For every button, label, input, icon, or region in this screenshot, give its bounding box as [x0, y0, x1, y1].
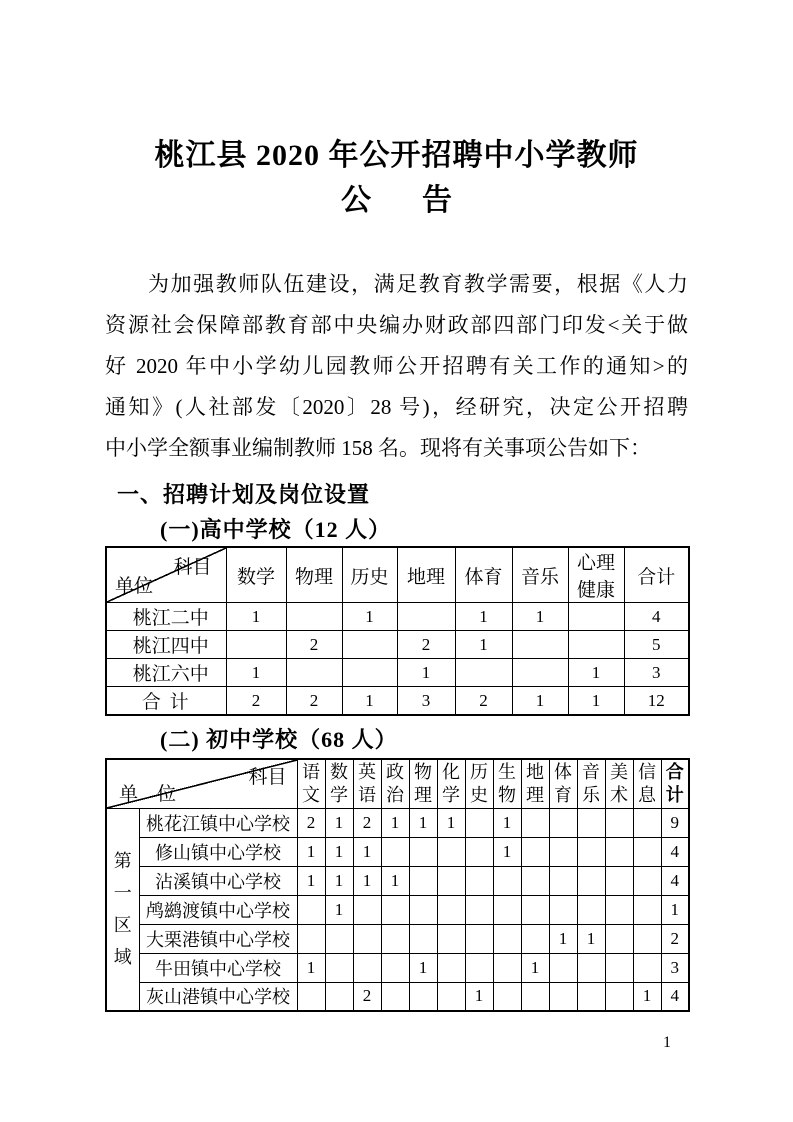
table-cell	[512, 631, 568, 659]
table-cell	[325, 953, 353, 982]
table-cell	[342, 659, 397, 687]
table-cell	[409, 837, 437, 866]
table-cell: 1	[465, 982, 493, 1011]
column-header	[661, 759, 689, 808]
school-name-cell: 修山镇中心学校	[139, 837, 297, 866]
table-cell: 1	[325, 866, 353, 895]
table-cell	[549, 866, 577, 895]
column-header: 数学	[226, 547, 286, 603]
school-name-cell: 牛田镇中心学校	[139, 953, 297, 982]
table-cell	[465, 924, 493, 953]
school-name-cell: 鸬鹚渡镇中心学校	[139, 895, 297, 924]
table-row	[106, 603, 689, 631]
table-cell: 2	[297, 808, 325, 837]
table-cell: 1	[325, 837, 353, 866]
column-header-label: 合计	[665, 761, 684, 805]
school-name-cell: 灰山港镇中心学校	[139, 982, 297, 1011]
table-cell: 3	[397, 687, 455, 716]
table2-caption: (二) 初中学校（68 人）	[160, 727, 398, 752]
table-cell: 1	[568, 687, 624, 716]
unit-name-cell: 桃江四中	[106, 631, 226, 659]
table-cell	[381, 953, 409, 982]
table-row	[106, 631, 689, 659]
table-cell: 2	[286, 631, 342, 659]
table1-corner-cell	[106, 547, 226, 603]
column-header	[297, 759, 325, 808]
table-cell	[577, 982, 605, 1011]
table-cell	[633, 866, 661, 895]
column-header-label: 化学	[442, 761, 460, 805]
unit-name-cell: 合 计	[106, 687, 226, 716]
document-title-line2	[105, 178, 688, 224]
table-cell	[437, 866, 465, 895]
page-number: 1	[663, 1034, 671, 1051]
table-cell	[549, 953, 577, 982]
table-cell	[493, 953, 521, 982]
column-header: 合计	[624, 547, 689, 603]
paragraph-line: 为加强教师队伍建设，满足教育教学需要，根据《人力	[148, 272, 688, 296]
table-cell	[633, 924, 661, 953]
table-cell	[297, 924, 325, 953]
table-cell	[521, 924, 549, 953]
table-cell	[549, 837, 577, 866]
table-cell: 1	[455, 603, 512, 631]
table-cell	[409, 866, 437, 895]
table-cell: 1	[297, 837, 325, 866]
table-cell	[353, 953, 381, 982]
column-header	[325, 759, 353, 808]
table-cell: 2	[661, 924, 689, 953]
table-cell: 1	[353, 866, 381, 895]
table-cell	[521, 837, 549, 866]
column-header	[381, 759, 409, 808]
table-cell	[465, 953, 493, 982]
table-cell	[521, 895, 549, 924]
table-cell	[353, 895, 381, 924]
table-cell: 1	[226, 659, 286, 687]
high-school-table	[105, 546, 690, 716]
table-cell	[512, 659, 568, 687]
table-row	[106, 837, 689, 866]
table-cell	[381, 837, 409, 866]
table-cell: 12	[624, 687, 689, 716]
intro-paragraph	[105, 264, 688, 469]
table-cell	[465, 808, 493, 837]
column-header	[437, 759, 465, 808]
unit-name-cell: 桃江六中	[106, 659, 226, 687]
column-header-label: 生物	[498, 761, 516, 805]
table-cell: 2	[286, 687, 342, 716]
table-cell	[605, 924, 633, 953]
table-cell: 1	[661, 895, 689, 924]
column-header	[353, 759, 381, 808]
table-cell: 1	[325, 808, 353, 837]
table-cell: 1	[342, 603, 397, 631]
table-cell	[521, 866, 549, 895]
table-cell: 2	[353, 808, 381, 837]
table-cell	[437, 982, 465, 1011]
column-header: 物理	[286, 547, 342, 603]
corner-subject-label: 科目	[248, 767, 287, 788]
table-cell: 1	[297, 866, 325, 895]
table-cell	[577, 953, 605, 982]
table-row	[106, 982, 689, 1011]
table-cell: 1	[226, 603, 286, 631]
table-cell	[605, 895, 633, 924]
table2-header-row	[106, 759, 689, 808]
table-cell: 1	[512, 687, 568, 716]
column-header-label: 地理	[526, 761, 544, 805]
table-row	[106, 687, 689, 716]
column-header	[521, 759, 549, 808]
table-cell: 1	[325, 895, 353, 924]
column-header	[465, 759, 493, 808]
table-cell: 1	[521, 953, 549, 982]
table-row	[106, 659, 689, 687]
table-cell: 4	[661, 982, 689, 1011]
table-cell	[549, 895, 577, 924]
table-cell	[437, 837, 465, 866]
table-cell	[633, 953, 661, 982]
table-cell: 2	[226, 687, 286, 716]
table-cell: 1	[353, 837, 381, 866]
school-name-cell: 桃花江镇中心学校	[139, 808, 297, 837]
corner-unit-label: 单 位	[119, 783, 177, 805]
table-cell: 2	[397, 631, 455, 659]
paragraph-line: 资源社会保障部教育部中央编办财政部四部门印发<关于做	[105, 313, 688, 337]
table-cell: 1	[409, 808, 437, 837]
table-cell	[493, 982, 521, 1011]
table-cell	[577, 808, 605, 837]
table-cell	[577, 866, 605, 895]
column-header-label: 数学	[330, 761, 348, 805]
table-cell	[455, 659, 512, 687]
table1-header-row	[106, 547, 689, 603]
column-header	[605, 759, 633, 808]
paragraph-line: 好 2020 年中小学幼儿园教师公开招聘有关工作的通知>的	[105, 354, 688, 378]
table-cell	[409, 982, 437, 1011]
table-cell	[633, 837, 661, 866]
table-cell	[605, 982, 633, 1011]
table-row	[106, 924, 689, 953]
column-header: 音乐	[512, 547, 568, 603]
column-header-label: 政治	[386, 761, 404, 805]
table-row	[106, 953, 689, 982]
table-cell: 1	[568, 659, 624, 687]
table-cell: 1	[455, 631, 512, 659]
table-cell	[437, 895, 465, 924]
region-label: 第一区域	[113, 851, 132, 968]
column-header	[577, 759, 605, 808]
table-cell	[437, 924, 465, 953]
middle-school-table	[105, 758, 690, 1012]
table-cell: 4	[661, 866, 689, 895]
table-cell: 3	[624, 659, 689, 687]
table-cell	[549, 982, 577, 1011]
table-cell: 4	[624, 603, 689, 631]
column-header-label: 美术	[610, 761, 628, 805]
table-cell: 1	[342, 687, 397, 716]
column-header-label: 信息	[638, 761, 656, 805]
table-cell: 1	[577, 924, 605, 953]
section-heading: 一、招聘计划及岗位设置	[117, 482, 371, 507]
table-cell	[605, 866, 633, 895]
table-cell: 1	[549, 924, 577, 953]
table-row	[106, 808, 689, 837]
table-cell	[577, 895, 605, 924]
table-cell	[297, 982, 325, 1011]
table-cell	[397, 603, 455, 631]
corner-subject-label: 科目	[173, 557, 212, 578]
school-name-cell: 大栗港镇中心学校	[139, 924, 297, 953]
column-header-label: 音乐	[582, 761, 600, 805]
table-cell: 4	[661, 837, 689, 866]
column-header: 历史	[342, 547, 397, 603]
table-cell	[226, 631, 286, 659]
school-name-cell: 沾溪镇中心学校	[139, 866, 297, 895]
table-cell	[521, 982, 549, 1011]
column-header-label: 英语	[358, 761, 376, 805]
table-row	[106, 866, 689, 895]
paragraph-line: 中小学全额事业编制教师 158 名。现将有关事项公告如下：	[105, 436, 651, 460]
column-header-label: 历史	[470, 761, 488, 805]
table-cell	[381, 982, 409, 1011]
table-cell: 2	[353, 982, 381, 1011]
table-cell	[325, 924, 353, 953]
table-cell	[493, 866, 521, 895]
table-cell	[605, 808, 633, 837]
table-cell	[297, 895, 325, 924]
table-cell	[465, 837, 493, 866]
table-cell: 1	[493, 837, 521, 866]
table-cell: 2	[455, 687, 512, 716]
region-label-cell	[106, 808, 139, 1011]
document-title-line2-text: 公告	[341, 184, 503, 217]
table2-corner-cell	[106, 759, 297, 808]
table-cell	[493, 924, 521, 953]
column-header	[409, 759, 437, 808]
table-cell	[409, 924, 437, 953]
unit-name-cell: 桃江二中	[106, 603, 226, 631]
column-header	[549, 759, 577, 808]
table-cell: 1	[297, 953, 325, 982]
table-cell	[342, 631, 397, 659]
table-cell	[437, 953, 465, 982]
table-cell	[633, 808, 661, 837]
table-cell	[286, 603, 342, 631]
corner-unit-label: 单位	[115, 576, 154, 597]
column-header	[633, 759, 661, 808]
table-cell	[465, 866, 493, 895]
document-content	[0, 134, 793, 1012]
table-cell	[286, 659, 342, 687]
table-cell	[568, 603, 624, 631]
table-cell	[325, 982, 353, 1011]
table-cell: 1	[381, 808, 409, 837]
table-row	[106, 895, 689, 924]
table-cell: 1	[381, 866, 409, 895]
column-header	[493, 759, 521, 808]
table-cell	[568, 631, 624, 659]
column-header-label: 语文	[302, 761, 320, 805]
table-cell	[465, 895, 493, 924]
table-cell	[493, 895, 521, 924]
column-header: 心理健康	[568, 547, 624, 603]
table-cell: 5	[624, 631, 689, 659]
table-cell	[577, 837, 605, 866]
table-cell	[381, 895, 409, 924]
table-cell: 1	[633, 982, 661, 1011]
column-header: 地理	[397, 547, 455, 603]
table-cell	[605, 953, 633, 982]
table-cell	[521, 808, 549, 837]
table-cell: 3	[661, 953, 689, 982]
document-title-line1: 桃江县 2020 年公开招聘中小学教师	[154, 139, 639, 172]
column-header: 体育	[455, 547, 512, 603]
table-cell	[549, 808, 577, 837]
column-header-label: 体育	[554, 761, 572, 805]
table-cell: 1	[493, 808, 521, 837]
table-cell: 9	[661, 808, 689, 837]
table-cell: 1	[512, 603, 568, 631]
table-cell: 1	[397, 659, 455, 687]
column-header-label: 物理	[414, 761, 432, 805]
table-cell	[605, 837, 633, 866]
table-cell: 1	[409, 953, 437, 982]
table-cell	[409, 895, 437, 924]
paragraph-line: 通知》(人社部发〔2020〕28 号)，经研究，决定公开招聘	[105, 395, 688, 419]
table-cell: 1	[437, 808, 465, 837]
table-cell	[633, 895, 661, 924]
table-cell	[353, 924, 381, 953]
table1-caption: (一)高中学校（12 人）	[160, 517, 392, 542]
table-cell	[381, 924, 409, 953]
